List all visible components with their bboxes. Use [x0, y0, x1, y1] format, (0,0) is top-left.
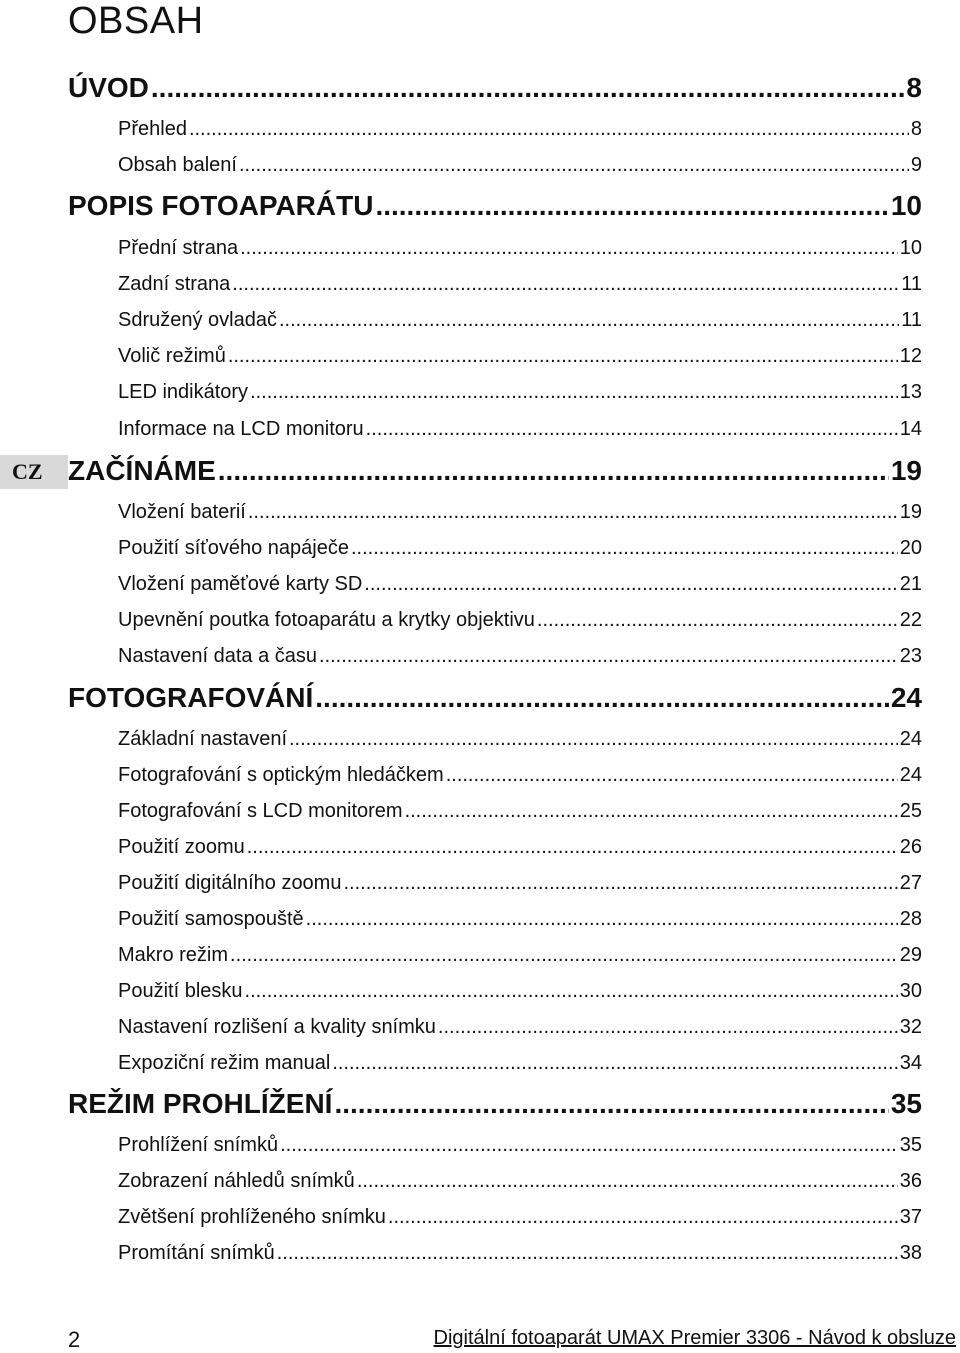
toc-leader-dots [230, 944, 898, 967]
toc-label: Použití síťového napáječe [118, 537, 349, 559]
toc-label: FOTOGRAFOVÁNÍ [68, 682, 314, 713]
toc-page-number: 37 [899, 1206, 922, 1228]
toc-page-number: 19 [899, 501, 922, 523]
toc-leader-dots [239, 154, 909, 177]
toc-leader-dots [334, 1088, 888, 1120]
toc-leader-dots [218, 455, 889, 487]
toc-item [118, 872, 922, 895]
toc-item [118, 418, 922, 441]
toc-item [118, 501, 922, 524]
toc-page-number: 12 [899, 345, 922, 367]
toc-leader-dots [250, 381, 898, 404]
toc-label: ZAČÍNÁME [68, 455, 216, 486]
toc-page-number: 38 [899, 1242, 922, 1264]
toc-label: Přehled [118, 118, 187, 140]
toc-leader-dots [319, 645, 898, 668]
toc-label: Zobrazení náhledů snímků [118, 1170, 355, 1192]
toc-leader-dots [247, 836, 898, 859]
toc-label: Použití zoomu [118, 836, 245, 858]
toc-section [68, 455, 922, 487]
language-tab: CZ [0, 455, 68, 489]
toc-label: Obsah balení [118, 154, 237, 176]
toc-page-number: 25 [899, 800, 922, 822]
toc-label: Vložení baterií [118, 501, 246, 523]
toc-item [118, 537, 922, 560]
toc-page-number: 35 [890, 1088, 922, 1119]
toc-label: Zadní strana [118, 273, 231, 295]
toc-page-number: 24 [899, 728, 922, 750]
toc-label: Použití samospouště [118, 908, 304, 930]
toc-page-number: 8 [906, 72, 922, 103]
toc-leader-dots [279, 309, 899, 332]
toc-item [118, 237, 922, 260]
toc-page-number: 9 [910, 154, 922, 176]
toc-leader-dots [366, 418, 898, 441]
toc-page-number: 10 [890, 190, 922, 221]
toc-label: Upevnění poutka fotoaparátu a krytky objektivu [118, 609, 535, 631]
toc-item [118, 645, 922, 668]
toc-item [118, 154, 922, 177]
toc-label: Volič režimů [118, 345, 226, 367]
toc-page-number: 11 [901, 273, 922, 295]
toc-leader-dots [151, 72, 905, 104]
toc-item [118, 118, 922, 141]
toc-item [118, 1170, 922, 1193]
toc-leader-dots [438, 1016, 898, 1039]
toc-item [118, 944, 922, 967]
toc-section [68, 682, 922, 714]
footer-page-number: 2 [68, 1327, 81, 1352]
toc-item [118, 728, 922, 751]
toc-label: Sdružený ovladač [118, 309, 277, 331]
toc-page-number: 24 [890, 682, 922, 713]
toc-label: Prohlížení snímků [118, 1134, 279, 1156]
toc-leader-dots [245, 980, 898, 1003]
toc-leader-dots [364, 573, 897, 596]
toc-page-number: 22 [899, 609, 922, 631]
page-title: OBSAH [68, 0, 204, 42]
toc-page-number: 19 [890, 455, 922, 486]
toc-page-number: 24 [899, 764, 922, 786]
toc-item [118, 573, 922, 596]
toc-section [68, 190, 922, 222]
toc-label: Zvětšení prohlíženého snímku [118, 1206, 386, 1228]
toc-item [118, 609, 922, 632]
toc-label: Přední strana [118, 237, 239, 259]
toc-section [68, 1088, 922, 1120]
toc-label: Makro režim [118, 944, 229, 966]
toc-item [118, 908, 922, 931]
toc-page-number: 21 [899, 573, 922, 595]
toc-label: Základní nastavení [118, 728, 287, 750]
toc-page-number: 27 [899, 872, 922, 894]
toc-label: POPIS FOTOAPARÁTU [68, 190, 374, 221]
toc-label: ÚVOD [68, 72, 149, 103]
toc-label: Fotografování s LCD monitorem [118, 800, 403, 822]
toc-label: Použití blesku [118, 980, 243, 1002]
toc-item [118, 764, 922, 787]
toc-page-number: 8 [910, 118, 922, 140]
toc-item [118, 309, 922, 332]
toc-label: Informace na LCD monitoru [118, 418, 364, 440]
toc-leader-dots [343, 872, 897, 895]
toc-leader-dots [289, 728, 898, 751]
toc-page-number: 36 [899, 1170, 922, 1192]
toc-label: Nastavení data a času [118, 645, 318, 667]
toc-item [118, 800, 922, 823]
toc-label: Použití digitálního zoomu [118, 872, 342, 894]
toc-section [68, 72, 922, 104]
toc-leader-dots [388, 1206, 898, 1229]
toc-leader-dots [228, 345, 898, 368]
toc-page-number: 28 [899, 908, 922, 930]
toc-page-number: 13 [899, 381, 922, 403]
toc-item [118, 1206, 922, 1229]
toc-leader-dots [232, 273, 899, 296]
toc-leader-dots [357, 1170, 898, 1193]
toc-page-number: 20 [899, 537, 922, 559]
toc-leader-dots [405, 800, 898, 823]
toc-label: Vložení paměťové karty SD [118, 573, 363, 595]
toc-leader-dots [375, 190, 888, 222]
toc-item [118, 980, 922, 1003]
toc-label: LED indikátory [118, 381, 249, 403]
toc-leader-dots [280, 1134, 898, 1157]
toc-page-number: 11 [901, 309, 922, 331]
toc-label: Promítání snímků [118, 1242, 275, 1264]
toc-item [118, 1052, 922, 1075]
toc-item [118, 381, 922, 404]
toc-label: REŽIM PROHLÍŽENÍ [68, 1088, 333, 1119]
toc-item [118, 273, 922, 296]
toc-item [118, 1134, 922, 1157]
toc-page-number: 32 [899, 1016, 922, 1038]
toc-leader-dots [315, 682, 889, 714]
toc-leader-dots [248, 501, 898, 524]
toc-page-number: 29 [899, 944, 922, 966]
toc-leader-dots [189, 118, 909, 141]
toc-item [118, 1016, 922, 1039]
toc-leader-dots [240, 237, 898, 260]
toc-page-number: 23 [899, 645, 922, 667]
toc-leader-dots [537, 609, 898, 632]
toc-label: Expoziční režim manual [118, 1052, 331, 1074]
toc-item [118, 1242, 922, 1265]
toc-leader-dots [446, 764, 898, 787]
footer-document-title: Digitální fotoaparát UMAX Premier 3306 - Návod k obsluze [433, 1327, 956, 1349]
toc-item [118, 345, 922, 368]
toc-label: Nastavení rozlišení a kvality snímku [118, 1016, 436, 1038]
toc-page-number: 34 [899, 1052, 922, 1074]
toc-leader-dots [277, 1242, 898, 1265]
toc-leader-dots [306, 908, 898, 931]
toc-item [118, 836, 922, 859]
toc-page-number: 10 [899, 237, 922, 259]
toc-label: Fotografování s optickým hledáčkem [118, 764, 444, 786]
toc-page-number: 14 [899, 418, 922, 440]
toc-page-number: 35 [899, 1134, 922, 1156]
toc-leader-dots [351, 537, 898, 560]
toc-leader-dots [332, 1052, 897, 1075]
toc-page-number: 30 [899, 980, 922, 1002]
toc-page-number: 26 [899, 836, 922, 858]
